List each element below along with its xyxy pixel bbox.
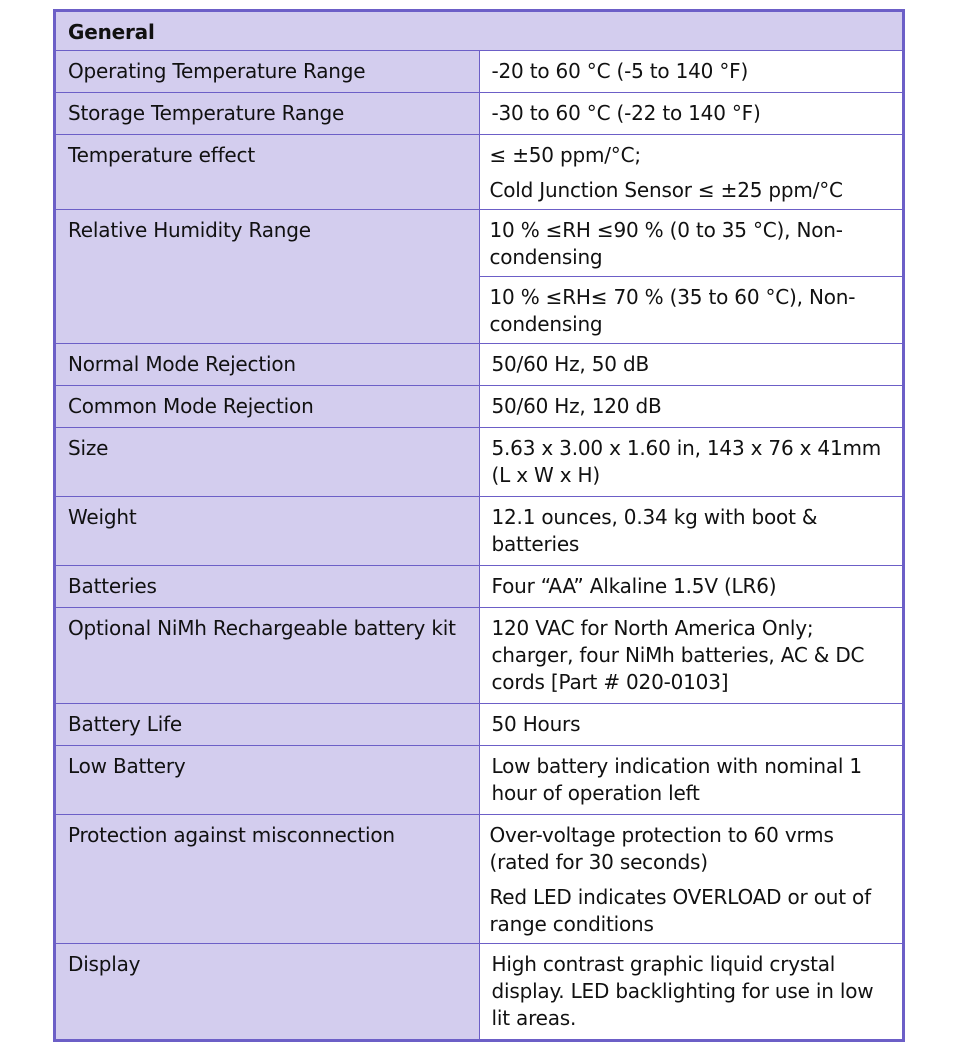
- spec-label: Display: [55, 944, 480, 1041]
- spec-value: 50/60 Hz, 50 dB: [479, 344, 904, 386]
- spec-label: Size: [55, 428, 480, 497]
- spec-row-protection: [55, 815, 904, 944]
- spec-value: -20 to 60 °C (-5 to 140 °F): [479, 51, 904, 93]
- spec-value: 10 % ≤RH≤ 70 % (35 to 60 °C), Non-condensing: [480, 276, 903, 343]
- spec-value: 120 VAC for North America Only; charger, four NiMh batteries, AC & DC cords [Part # 020-0103]: [479, 608, 904, 704]
- spec-value-group: [479, 135, 904, 210]
- spec-label: Relative Humidity Range: [55, 210, 480, 344]
- spec-value-group: [479, 815, 904, 944]
- spec-row-normal-mode-rejection: [55, 344, 904, 386]
- spec-value: Four “AA” Alkaline 1.5V (LR6): [479, 566, 904, 608]
- spec-row-storage-temperature: [55, 93, 904, 135]
- spec-row-weight: [55, 497, 904, 566]
- spec-row-operating-temperature: [55, 51, 904, 93]
- spec-row-display: [55, 944, 904, 1041]
- spec-value: -30 to 60 °C (-22 to 140 °F): [479, 93, 904, 135]
- spec-value: Over-voltage protection to 60 vrms (rated for 30 seconds): [489, 823, 834, 874]
- spec-value: 5.63 x 3.00 x 1.60 in, 143 x 76 x 41mm (L x W x H): [479, 428, 904, 497]
- spec-label: Optional NiMh Rechargeable battery kit: [55, 608, 480, 704]
- spec-value: Low battery indication with nominal 1 hour of operation left: [479, 746, 904, 815]
- spec-row-battery-life: [55, 704, 904, 746]
- spec-label: Battery Life: [55, 704, 480, 746]
- spec-value: 50/60 Hz, 120 dB: [479, 386, 904, 428]
- spec-label: Weight: [55, 497, 480, 566]
- spec-row-batteries: [55, 566, 904, 608]
- spec-label: Temperature effect: [55, 135, 480, 210]
- spec-value: 50 Hours: [479, 704, 904, 746]
- spec-label: Common Mode Rejection: [55, 386, 480, 428]
- spec-label: Low Battery: [55, 746, 480, 815]
- spec-row-size: [55, 428, 904, 497]
- spec-value: Cold Junction Sensor ≤ ±25 ppm/°C: [489, 178, 843, 202]
- spec-value-group: [479, 210, 904, 344]
- spec-value: 12.1 ounces, 0.34 kg with boot & batteries: [479, 497, 904, 566]
- spec-row-temperature-effect: [55, 135, 904, 210]
- spec-value: Red LED indicates OVERLOAD or out of range conditions: [489, 885, 871, 936]
- spec-value: ≤ ±50 ppm/°C;: [489, 143, 641, 167]
- spec-value: High contrast graphic liquid crystal display. LED backlighting for use in low lit areas.: [479, 944, 904, 1041]
- spec-label: Operating Temperature Range: [55, 51, 480, 93]
- spec-row-common-mode-rejection: [55, 386, 904, 428]
- section-title: General: [55, 11, 904, 51]
- spec-row-relative-humidity: [55, 210, 904, 344]
- section-header-row: [55, 11, 904, 51]
- spec-label: Protection against misconnection: [55, 815, 480, 944]
- spec-row-low-battery: [55, 746, 904, 815]
- spec-label: Batteries: [55, 566, 480, 608]
- spec-row-nimh-kit: [55, 608, 904, 704]
- spec-label: Normal Mode Rejection: [55, 344, 480, 386]
- spec-table: [53, 9, 905, 1042]
- spec-value: 10 % ≤RH ≤90 % (0 to 35 °C), Non-condensing: [489, 218, 843, 269]
- spec-label: Storage Temperature Range: [55, 93, 480, 135]
